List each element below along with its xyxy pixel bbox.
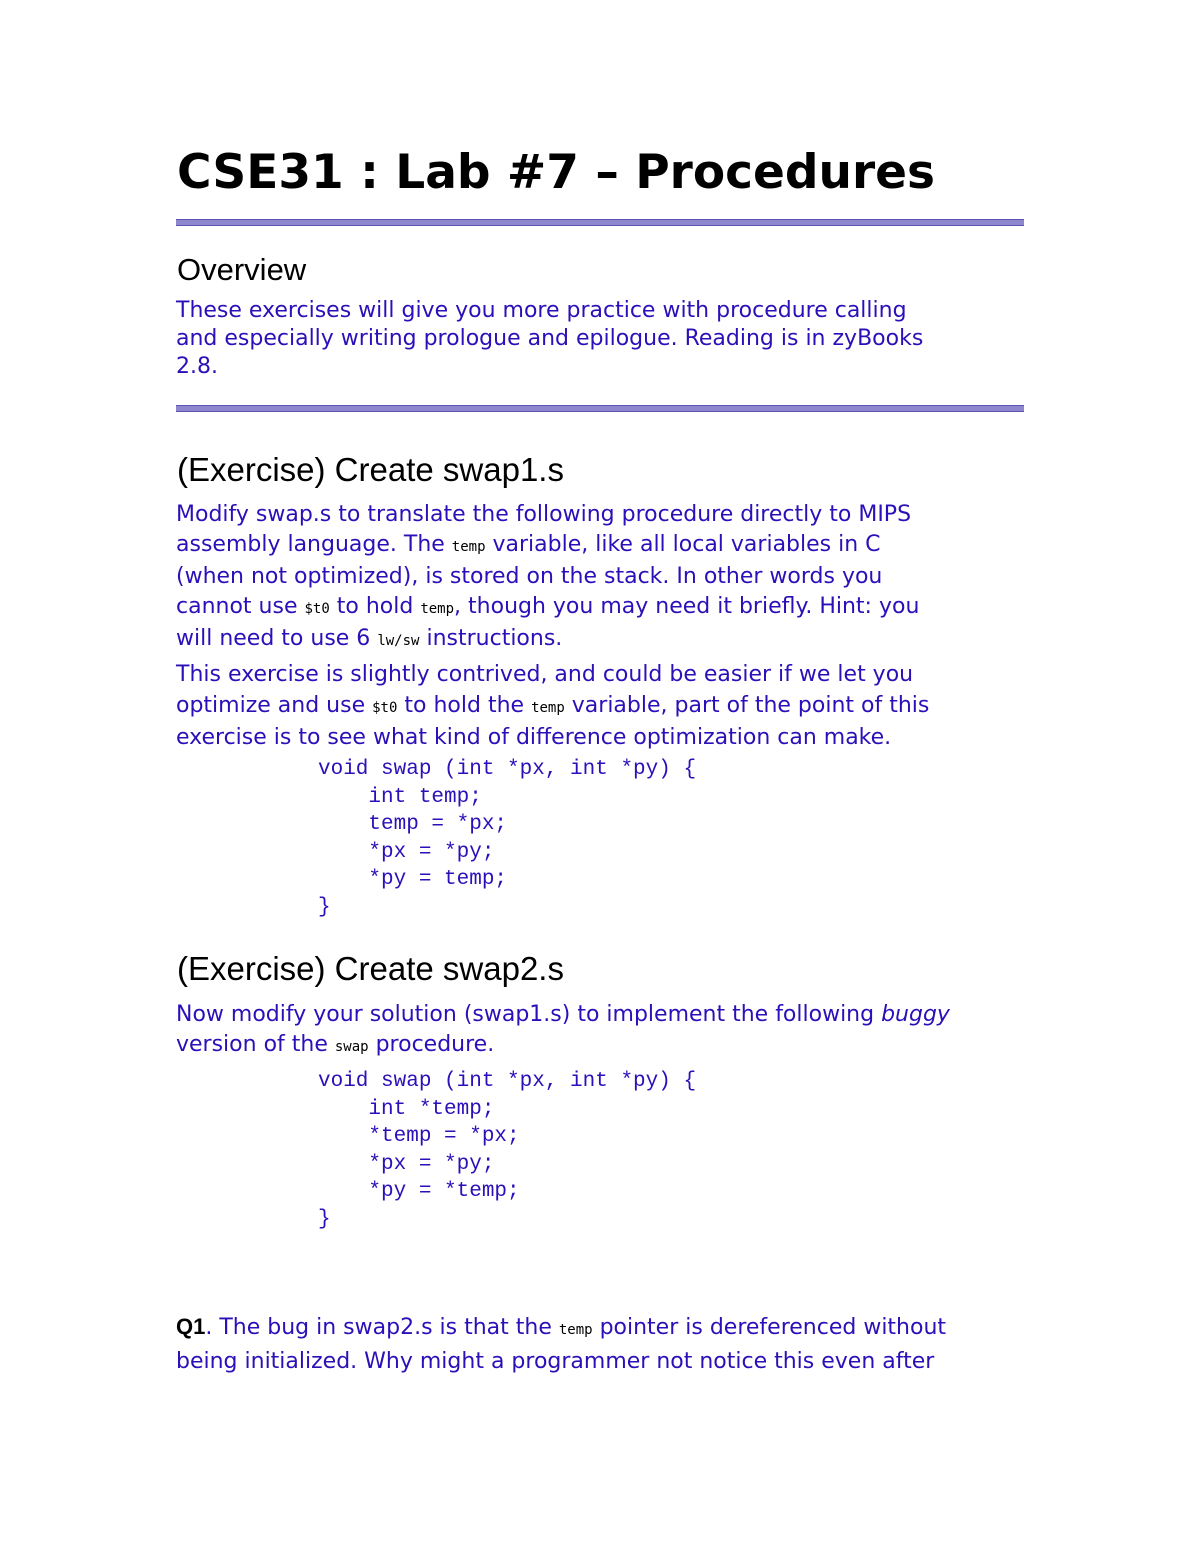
text-run: optimize and use xyxy=(176,692,373,718)
overview-divider xyxy=(176,405,1024,412)
question-q1 xyxy=(176,1311,946,1377)
paragraph-line xyxy=(176,624,919,656)
code-line: *py = temp; xyxy=(318,868,508,891)
exercise1-paragraph2 xyxy=(176,660,929,754)
code-block-swap2 xyxy=(318,1068,696,1233)
text-run: procedure. xyxy=(368,1032,495,1057)
exercise2-paragraph xyxy=(176,1000,950,1062)
text-run: cannot use xyxy=(176,594,305,619)
code-line: void swap (int *px, int *py) { xyxy=(318,758,697,781)
code-line: *temp = *px; xyxy=(318,1125,520,1148)
text-run: version of the xyxy=(176,1032,335,1057)
exercise1-paragraph1 xyxy=(176,500,919,656)
inline-code: temp xyxy=(451,539,486,555)
text-run: instructions. xyxy=(419,626,563,651)
text-run: assembly language. The xyxy=(176,532,452,557)
overview-heading: Overview xyxy=(177,252,307,287)
page-title: CSE31 : Lab #7 – Procedures xyxy=(177,145,936,200)
code-line: } xyxy=(318,1207,331,1231)
code-line: } xyxy=(318,895,331,919)
overview-line: and especially writing prologue and epilogue. Reading is in zyBooks xyxy=(176,326,924,351)
overview-line: 2.8. xyxy=(176,354,218,379)
paragraph-line xyxy=(176,1000,950,1030)
text-run: variable, like all local variables in C xyxy=(485,532,881,557)
text-run: to hold xyxy=(329,594,421,619)
exercise1-heading: (Exercise) Create swap1.s xyxy=(177,451,564,488)
inline-code: lw/sw xyxy=(377,633,420,649)
inline-code: temp xyxy=(558,1322,593,1338)
code-line: *px = *py; xyxy=(318,1152,495,1176)
inline-code: $t0 xyxy=(304,601,330,617)
code-line: *py = *temp; xyxy=(318,1180,520,1203)
text-run: variable, part of the point of this xyxy=(564,692,930,718)
paragraph-line xyxy=(176,592,919,624)
exercise2-heading: (Exercise) Create swap2.s xyxy=(177,950,564,987)
code-block-swap1 xyxy=(318,756,696,921)
paragraph-line xyxy=(176,691,929,724)
code-line: *px = *py; xyxy=(318,840,495,864)
emphasis-text: buggy xyxy=(881,1002,950,1027)
text-run: will need to use 6 xyxy=(176,626,378,651)
paragraph-line: being initialized. Why might a programmer not notice this even after xyxy=(176,1349,935,1374)
code-line: temp = *px; xyxy=(318,813,508,836)
overview-paragraph xyxy=(176,297,923,381)
code-line: void swap (int *px, int *py) { xyxy=(318,1070,697,1093)
inline-code: temp xyxy=(531,699,565,716)
title-divider xyxy=(176,219,1024,226)
paragraph-line: exercise is to see what kind of difference optimization can make. xyxy=(176,725,892,750)
inline-code: temp xyxy=(420,601,455,617)
paragraph-line xyxy=(176,1311,946,1346)
text-run: , though you may need it briefly. Hint: you xyxy=(454,594,920,619)
paragraph-line: This exercise is slightly contrived, and could be easier if we let you xyxy=(176,662,914,687)
paragraph-line: Modify swap.s to translate the following procedure directly to MIPS xyxy=(176,502,912,527)
paragraph-line: (when not optimized), is stored on the stack. In other words you xyxy=(176,564,883,589)
paragraph-line xyxy=(176,1030,950,1062)
code-line: int temp; xyxy=(318,785,482,809)
text-run: pointer is dereferenced without xyxy=(592,1315,947,1340)
overview-line: These exercises will give you more practice with procedure calling xyxy=(176,298,907,323)
paragraph-line xyxy=(176,530,919,562)
inline-code: swap xyxy=(334,1039,369,1055)
inline-code: $t0 xyxy=(372,699,398,716)
text-run: to hold the xyxy=(397,692,532,718)
text-run: Now modify your solution (swap1.s) to implement the following xyxy=(176,1002,882,1027)
code-line: int *temp; xyxy=(318,1097,495,1121)
text-run: . The bug in swap2.s is that the xyxy=(205,1315,559,1340)
question-label: Q1 xyxy=(176,1314,206,1339)
